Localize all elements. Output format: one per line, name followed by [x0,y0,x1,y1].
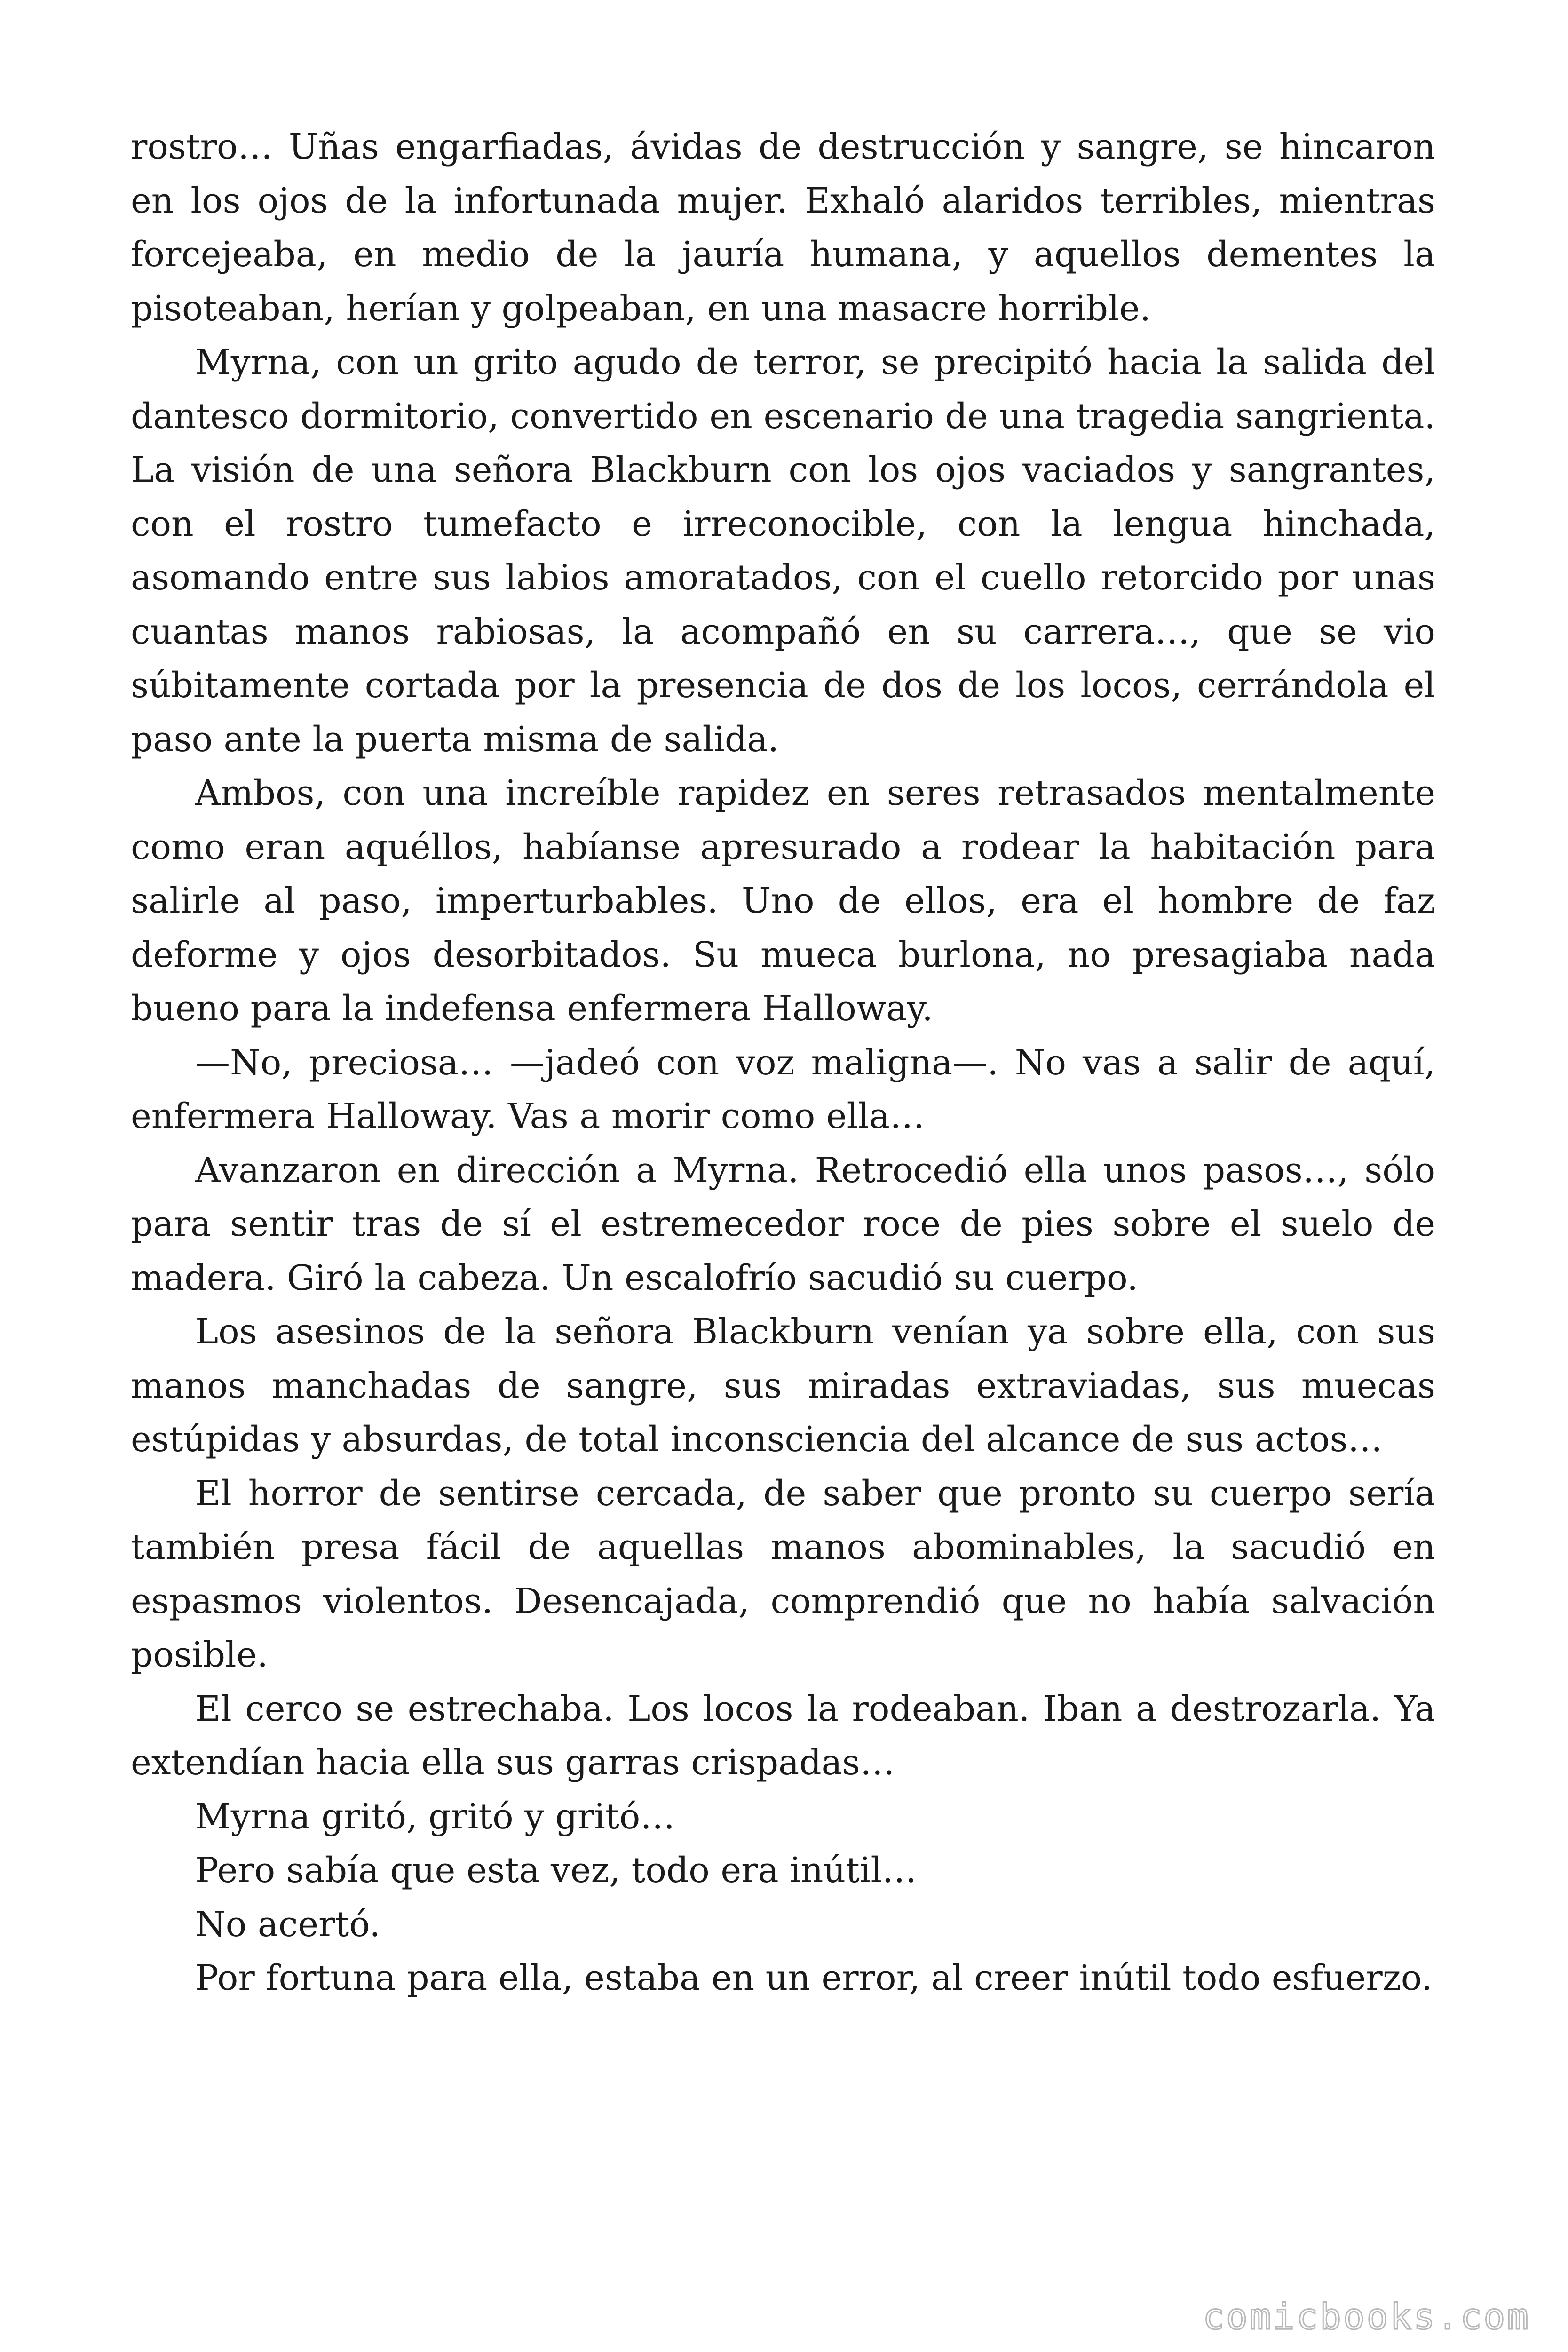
paragraph: Avanzaron en dirección a Myrna. Retrocedió ella unos pasos…, sólo para sentir tras de sí el estremecedor roce de pies sobre el suelo de madera. Giró la cabeza. Un escalofrío sacudió su cuerpo. [131,1150,1435,1298]
paragraph: Los asesinos de la señora Blackburn venían ya sobre ella, con sus manos manchadas de sangre, sus miradas extraviadas, sus muecas estúpidas y absurdas, de total inconsciencia del alcance de sus actos… [131,1311,1435,1460]
paragraph: rostro… Uñas engarfiadas, ávidas de destrucción y sangre, se hincaron en los ojos de la infortunada mujer. Exhaló alaridos terribles, mientras forcejeaba, en medio de la jauría humana, y aquellos dementes la pisoteaban, herían y golpeaban, en una masacre horrible. [131,127,1435,329]
paragraph: Myrna gritó, gritó y gritó… [195,1796,675,1837]
paragraph: Pero sabía que esta vez, todo era inútil… [195,1850,917,1891]
paragraph: Ambos, con una increíble rapidez en seres retrasados mentalmente como eran aquéllos, habíanse apresurado a rodear la habitación para salirle al paso, imperturbables. Uno de ellos, era el hombre de faz deforme y ojos desorbitados. Su mueca burlona, no presagiaba nada bueno para la indefensa enfermera Halloway. [131,773,1435,1029]
paragraph: —No, preciosa… —jadeó con voz maligna—. No vas a salir de aquí, enfermera Halloway. Vas a morir como ella… [131,1042,1435,1136]
paragraph: Por fortuna para ella, estaba en un error, al creer inútil todo esfuerzo. [195,1958,1433,1998]
watermark: comicbooks.com [1203,2296,1530,2337]
paragraph: No acertó. [195,1904,381,1945]
paragraph: El horror de sentirse cercada, de saber que pronto su cuerpo sería también presa fácil de aquellas manos abominables, la sacudió en espasmos violentos. Desencajada, comprendió que no había salvación posible. [131,1473,1435,1675]
paragraph: El cerco se estrechaba. Los locos la rodeaban. Iban a destrozarla. Ya extendían hacia ella sus garras crispadas… [131,1688,1435,1783]
body-text [131,120,1435,2005]
paragraph: Myrna, con un grito agudo de terror, se precipitó hacia la salida del dantesco dormitorio, convertido en escenario de una tragedia sangrienta. La visión de una señora Blackburn con los ojos vaciados y sangrantes, con el rostro tumefacto e irreconocible, con la lengua hinchada, asomando entre sus labios amoratados, con el cuello retorcido por unas cuantas manos rabiosas, la acompañó en su carrera…, que se vio súbitamente cortada por la presencia de dos de los locos, cerrándola el paso ante la puerta misma de salida. [131,342,1435,760]
